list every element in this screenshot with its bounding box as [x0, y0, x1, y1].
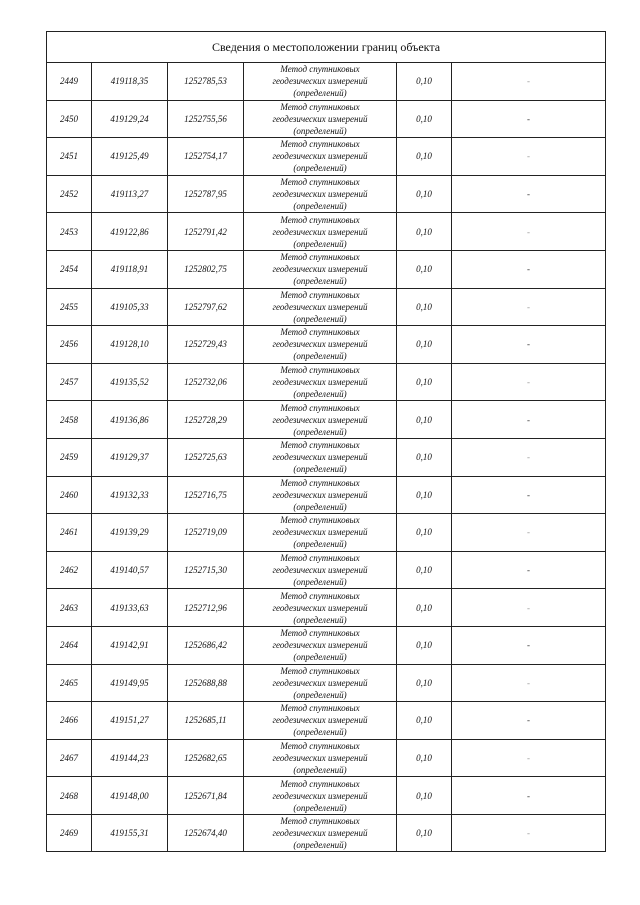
method-line: (определений): [293, 313, 347, 324]
coordinate-x: 419148,00: [92, 777, 168, 815]
method-line: (определений): [293, 614, 347, 625]
coordinate-x: 419118,91: [92, 250, 168, 288]
point-number: 2462: [47, 551, 92, 589]
method-cell: [244, 514, 397, 552]
coordinate-x: 419118,35: [92, 63, 168, 101]
method-line: Метод спутниковых: [280, 440, 360, 451]
accuracy-value: 0,10: [397, 438, 452, 476]
method-line: Метод спутниковых: [280, 327, 360, 338]
point-description: -: [452, 664, 606, 702]
accuracy-value: 0,10: [397, 175, 452, 213]
method-line: Метод спутниковых: [280, 740, 360, 751]
accuracy-value: 0,10: [397, 739, 452, 777]
method-cell: [244, 589, 397, 627]
table-row: [47, 814, 606, 852]
method-line: Метод спутниковых: [280, 628, 360, 639]
coordinate-y: 1252802,75: [168, 250, 244, 288]
method-line: геодезических измерений: [272, 677, 368, 688]
coordinate-x: 419128,10: [92, 326, 168, 364]
coordinate-y: 1252725,63: [168, 438, 244, 476]
method-line: (определений): [293, 276, 347, 287]
coordinate-y: 1252686,42: [168, 626, 244, 664]
method-cell: [244, 363, 397, 401]
point-number: 2468: [47, 777, 92, 815]
method-line: (определений): [293, 840, 347, 851]
accuracy-value: 0,10: [397, 326, 452, 364]
coordinate-x: 419144,23: [92, 739, 168, 777]
method-line: Метод спутниковых: [280, 289, 360, 300]
table-row: [47, 438, 606, 476]
coordinate-y: 1252728,29: [168, 401, 244, 439]
method-line: Метод спутниковых: [280, 139, 360, 150]
point-number: 2463: [47, 589, 92, 627]
accuracy-value: 0,10: [397, 63, 452, 101]
point-number: 2456: [47, 326, 92, 364]
method-line: геодезических измерений: [272, 189, 368, 200]
point-number: 2469: [47, 814, 92, 852]
coordinate-x: 419113,27: [92, 175, 168, 213]
table-row: [47, 138, 606, 176]
table-row: [47, 777, 606, 815]
table-row: [47, 250, 606, 288]
table-row: [47, 401, 606, 439]
table-body: [47, 32, 606, 852]
table-row: [47, 213, 606, 251]
accuracy-value: 0,10: [397, 814, 452, 852]
method-line: (определений): [293, 201, 347, 212]
method-line: (определений): [293, 764, 347, 775]
table-row: [47, 326, 606, 364]
method-cell: [244, 175, 397, 213]
method-line: геодезических измерений: [272, 377, 368, 388]
accuracy-value: 0,10: [397, 551, 452, 589]
method-line: геодезических измерений: [272, 113, 368, 124]
point-description: -: [452, 476, 606, 514]
method-line: геодезических измерений: [272, 301, 368, 312]
method-line: Метод спутниковых: [280, 64, 360, 75]
coordinate-x: 419129,37: [92, 438, 168, 476]
coordinate-y: 1252754,17: [168, 138, 244, 176]
method-line: (определений): [293, 802, 347, 813]
method-line: Метод спутниковых: [280, 665, 360, 676]
method-line: (определений): [293, 163, 347, 174]
method-cell: [244, 814, 397, 852]
accuracy-value: 0,10: [397, 702, 452, 740]
point-number: 2457: [47, 363, 92, 401]
point-number: 2455: [47, 288, 92, 326]
accuracy-value: 0,10: [397, 589, 452, 627]
coordinate-y: 1252715,30: [168, 551, 244, 589]
accuracy-value: 0,10: [397, 213, 452, 251]
accuracy-value: 0,10: [397, 401, 452, 439]
point-description: -: [452, 514, 606, 552]
table-row: [47, 100, 606, 138]
point-description: -: [452, 626, 606, 664]
point-number: 2454: [47, 250, 92, 288]
method-cell: [244, 213, 397, 251]
coordinate-x: 419149,95: [92, 664, 168, 702]
method-cell: [244, 438, 397, 476]
method-line: геодезических измерений: [272, 828, 368, 839]
method-line: Метод спутниковых: [280, 515, 360, 526]
coordinate-x: 419139,29: [92, 514, 168, 552]
point-description: -: [452, 138, 606, 176]
table-row: [47, 664, 606, 702]
coordinate-y: 1252732,06: [168, 363, 244, 401]
table-row: [47, 63, 606, 101]
coordinate-y: 1252716,75: [168, 476, 244, 514]
point-number: 2467: [47, 739, 92, 777]
method-line: геодезических измерений: [272, 640, 368, 651]
point-description: -: [452, 288, 606, 326]
point-number: 2450: [47, 100, 92, 138]
method-line: Метод спутниковых: [280, 214, 360, 225]
coordinate-x: 419133,63: [92, 589, 168, 627]
point-number: 2453: [47, 213, 92, 251]
coordinate-y: 1252797,62: [168, 288, 244, 326]
method-cell: [244, 250, 397, 288]
method-line: Метод спутниковых: [280, 177, 360, 188]
coordinate-y: 1252785,53: [168, 63, 244, 101]
point-description: -: [452, 551, 606, 589]
coordinate-y: 1252755,56: [168, 100, 244, 138]
method-line: геодезических измерений: [272, 790, 368, 801]
table-row: [47, 363, 606, 401]
point-number: 2466: [47, 702, 92, 740]
method-line: (определений): [293, 88, 347, 99]
coordinate-x: 419140,57: [92, 551, 168, 589]
coordinate-y: 1252719,09: [168, 514, 244, 552]
method-line: (определений): [293, 652, 347, 663]
table-row: [47, 514, 606, 552]
coordinate-y: 1252685,11: [168, 702, 244, 740]
method-line: (определений): [293, 125, 347, 136]
point-description: -: [452, 589, 606, 627]
method-line: Метод спутниковых: [280, 365, 360, 376]
coordinate-x: 419151,27: [92, 702, 168, 740]
coordinate-y: 1252791,42: [168, 213, 244, 251]
accuracy-value: 0,10: [397, 514, 452, 552]
coordinate-y: 1252729,43: [168, 326, 244, 364]
method-line: Метод спутниковых: [280, 477, 360, 488]
method-line: (определений): [293, 351, 347, 362]
point-description: -: [452, 100, 606, 138]
method-line: (определений): [293, 464, 347, 475]
table-row: [47, 589, 606, 627]
method-line: Метод спутниковых: [280, 101, 360, 112]
table-title-row: [47, 32, 606, 63]
coordinate-x: 419142,91: [92, 626, 168, 664]
point-description: -: [452, 702, 606, 740]
method-cell: [244, 626, 397, 664]
method-line: геодезических измерений: [272, 226, 368, 237]
method-line: геодезических измерений: [272, 602, 368, 613]
method-line: Метод спутниковых: [280, 703, 360, 714]
coordinate-y: 1252671,84: [168, 777, 244, 815]
point-description: -: [452, 739, 606, 777]
method-line: геодезических измерений: [272, 264, 368, 275]
accuracy-value: 0,10: [397, 138, 452, 176]
accuracy-value: 0,10: [397, 250, 452, 288]
method-line: геодезических измерений: [272, 752, 368, 763]
point-number: 2459: [47, 438, 92, 476]
method-cell: [244, 702, 397, 740]
method-cell: [244, 326, 397, 364]
method-line: (определений): [293, 238, 347, 249]
coordinate-x: 419122,86: [92, 213, 168, 251]
accuracy-value: 0,10: [397, 288, 452, 326]
method-line: (определений): [293, 501, 347, 512]
method-line: геодезических измерений: [272, 414, 368, 425]
method-line: Метод спутниковых: [280, 816, 360, 827]
method-line: геодезических измерений: [272, 76, 368, 87]
point-description: -: [452, 63, 606, 101]
method-cell: [244, 288, 397, 326]
coordinate-x: 419155,31: [92, 814, 168, 852]
method-line: (определений): [293, 577, 347, 588]
table-row: [47, 175, 606, 213]
point-number: 2465: [47, 664, 92, 702]
method-line: (определений): [293, 389, 347, 400]
method-line: Метод спутниковых: [280, 553, 360, 564]
method-cell: [244, 777, 397, 815]
method-line: Метод спутниковых: [280, 252, 360, 263]
coordinate-x: 419129,24: [92, 100, 168, 138]
method-cell: [244, 401, 397, 439]
point-number: 2451: [47, 138, 92, 176]
table-row: [47, 702, 606, 740]
method-line: (определений): [293, 727, 347, 738]
point-description: -: [452, 777, 606, 815]
method-cell: [244, 63, 397, 101]
method-line: геодезических измерений: [272, 489, 368, 500]
coordinate-y: 1252787,95: [168, 175, 244, 213]
method-line: геодезических измерений: [272, 527, 368, 538]
method-cell: [244, 739, 397, 777]
point-description: -: [452, 363, 606, 401]
point-number: 2452: [47, 175, 92, 213]
accuracy-value: 0,10: [397, 664, 452, 702]
accuracy-value: 0,10: [397, 626, 452, 664]
point-description: -: [452, 326, 606, 364]
document-page: [46, 31, 605, 852]
method-line: Метод спутниковых: [280, 590, 360, 601]
accuracy-value: 0,10: [397, 363, 452, 401]
table-row: [47, 551, 606, 589]
point-number: 2458: [47, 401, 92, 439]
point-number: 2460: [47, 476, 92, 514]
coordinate-y: 1252674,40: [168, 814, 244, 852]
coordinate-x: 419125,49: [92, 138, 168, 176]
method-line: геодезических измерений: [272, 339, 368, 350]
table-row: [47, 476, 606, 514]
point-number: 2461: [47, 514, 92, 552]
method-cell: [244, 100, 397, 138]
method-line: (определений): [293, 689, 347, 700]
accuracy-value: 0,10: [397, 777, 452, 815]
point-description: -: [452, 250, 606, 288]
method-cell: [244, 138, 397, 176]
coordinate-x: 419105,33: [92, 288, 168, 326]
accuracy-value: 0,10: [397, 100, 452, 138]
table-row: [47, 739, 606, 777]
point-description: -: [452, 438, 606, 476]
point-description: -: [452, 814, 606, 852]
coordinate-y: 1252682,65: [168, 739, 244, 777]
point-description: -: [452, 175, 606, 213]
coordinate-y: 1252712,96: [168, 589, 244, 627]
table-title: Сведения о местоположении границ объекта: [47, 32, 606, 63]
point-description: -: [452, 213, 606, 251]
method-line: геодезических измерений: [272, 151, 368, 162]
boundary-coordinates-table: [46, 31, 606, 852]
table-row: [47, 626, 606, 664]
coordinate-x: 419132,33: [92, 476, 168, 514]
method-line: геодезических измерений: [272, 452, 368, 463]
coordinate-x: 419135,52: [92, 363, 168, 401]
point-number: 2464: [47, 626, 92, 664]
method-cell: [244, 476, 397, 514]
point-number: 2449: [47, 63, 92, 101]
accuracy-value: 0,10: [397, 476, 452, 514]
method-line: геодезических измерений: [272, 565, 368, 576]
method-line: Метод спутниковых: [280, 402, 360, 413]
coordinate-x: 419136,86: [92, 401, 168, 439]
point-description: -: [452, 401, 606, 439]
table-row: [47, 288, 606, 326]
method-line: геодезических измерений: [272, 715, 368, 726]
method-line: (определений): [293, 426, 347, 437]
method-cell: [244, 664, 397, 702]
method-cell: [244, 551, 397, 589]
method-line: Метод спутниковых: [280, 778, 360, 789]
method-line: (определений): [293, 539, 347, 550]
coordinate-y: 1252688,88: [168, 664, 244, 702]
